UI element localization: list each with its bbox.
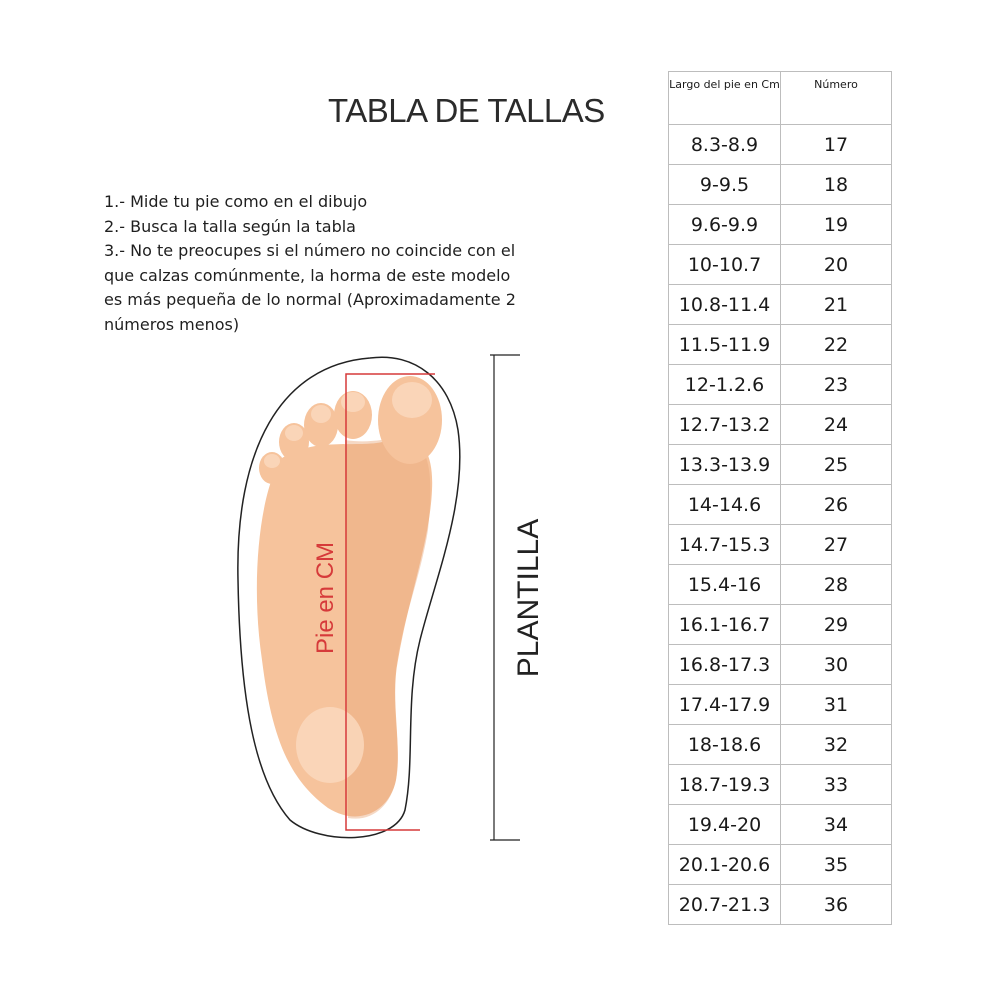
insole-label: PLANTILLA [512,518,545,678]
foot-length-cell: 9.6-9.9 [669,205,781,245]
size-number-cell: 24 [781,405,892,445]
size-number-cell: 32 [781,725,892,765]
foot-length-cell: 10-10.7 [669,245,781,285]
foot-length-cell: 11.5-11.9 [669,325,781,365]
header-size-number: Número [781,72,892,125]
size-number-cell: 31 [781,685,892,725]
foot-length-cell: 8.3-8.9 [669,125,781,165]
foot-length-cell: 16.1-16.7 [669,605,781,645]
page-title: TABLA DE TALLAS [328,92,605,129]
instruction-step-1: 1.- Mide tu pie como en el dibujo [104,192,368,211]
table-row [669,805,892,845]
foot-length-cell: 19.4-20 [669,805,781,845]
table-row [669,125,892,165]
size-number-cell: 20 [781,245,892,285]
foot-length-cell: 17.4-17.9 [669,685,781,725]
size-number-cell: 29 [781,605,892,645]
table-row [669,205,892,245]
foot-length-cell: 12-1.2.6 [669,365,781,405]
size-number-cell: 27 [781,525,892,565]
table-row [669,765,892,805]
foot-length-cell: 12.7-13.2 [669,405,781,445]
instruction-step-2: 2.- Busca la talla según la tabla [104,216,356,236]
table-row [669,845,892,885]
foot-length-cell: 15.4-16 [669,565,781,605]
table-row [669,525,892,565]
size-number-cell: 25 [781,445,892,485]
table-row [669,645,892,685]
table-header-row [669,72,892,125]
table-row [669,725,892,765]
foot-length-cell: 18.7-19.3 [669,765,781,805]
size-number-cell: 35 [781,845,892,885]
instruction-step-3: 3.- No te preocupes si el número no coincide con el que calzas comúnmente, la horma de este modelo es más pequeña de lo normal (Aproximadamente 2 números menos) [104,241,516,334]
size-number-cell: 17 [781,125,892,165]
table-row [669,445,892,485]
table-row [669,165,892,205]
header-foot-length: Largo del pie en Cm [669,72,781,125]
foot-length-cell: 20.1-20.6 [669,845,781,885]
table-row [669,565,892,605]
instructions-list [104,190,524,337]
foot-length-cell: 16.8-17.3 [669,645,781,685]
size-number-cell: 33 [781,765,892,805]
table-row [669,605,892,645]
size-number-cell: 30 [781,645,892,685]
foot-length-cell: 10.8-11.4 [669,285,781,325]
foot-length-cell: 14-14.6 [669,485,781,525]
heel-pad [296,707,364,783]
foot-length-label: Pie en CM [312,541,339,655]
foot-length-cell: 9-9.5 [669,165,781,205]
size-number-cell: 36 [781,885,892,925]
size-chart-table [668,71,892,925]
table-row [669,365,892,405]
table-row [669,405,892,445]
foot-length-cell: 20.7-21.3 [669,885,781,925]
size-number-cell: 26 [781,485,892,525]
size-number-cell: 28 [781,565,892,605]
size-number-cell: 34 [781,805,892,845]
size-number-cell: 22 [781,325,892,365]
table-row [669,685,892,725]
foot-measurement-illustration [220,340,560,860]
table-row [669,885,892,925]
table-row [669,325,892,365]
table-row [669,485,892,525]
table-row [669,285,892,325]
foot-length-cell: 18-18.6 [669,725,781,765]
foot-length-cell: 14.7-15.3 [669,525,781,565]
size-number-cell: 19 [781,205,892,245]
size-number-cell: 21 [781,285,892,325]
size-number-cell: 23 [781,365,892,405]
foot-length-cell: 13.3-13.9 [669,445,781,485]
size-number-cell: 18 [781,165,892,205]
table-row [669,245,892,285]
